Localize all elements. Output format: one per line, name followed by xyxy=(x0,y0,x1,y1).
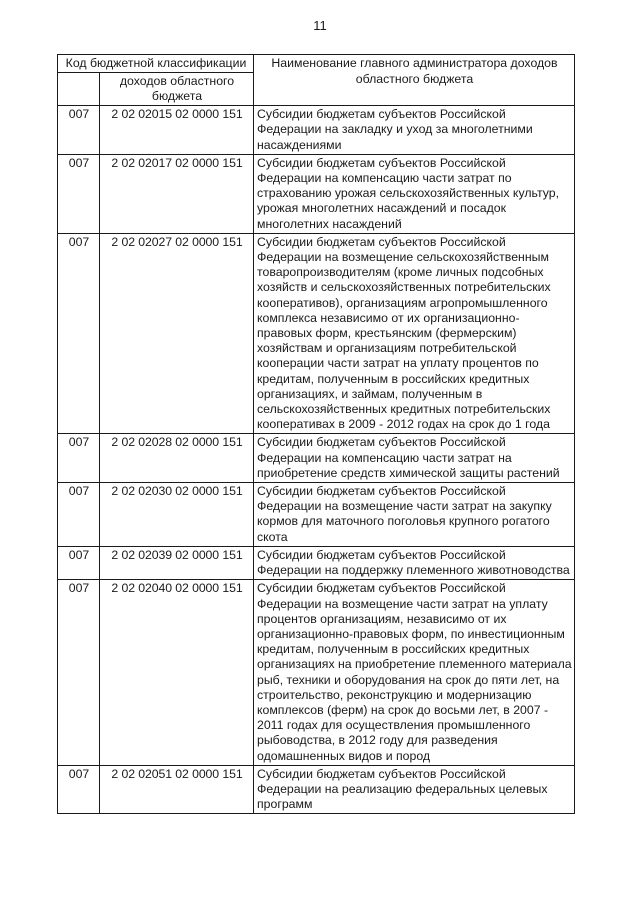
admin-code-cell: 007 xyxy=(58,546,100,579)
income-name-text: Субсидии бюджетам субъектов Российской Федерации на возмещение сельскохозяйственным товаропроизводителям (кроме личных подсобных хозяйств и сельскохозяйственных потребительских кооперативов), организациям агропромышленного комплекса независимо от их организационно-правовых форм, крестьянским (фермерским) хозяйствам и организациям потребительской кооперации части затрат на уплату процентов по кредитам, полученным в российских кредитных организациях, и займам, полученным в сельскохозяйственных кредитных потребительских кооперативах в 2009 - 2012 годах на срок до 1 года xyxy=(257,234,551,432)
table-row xyxy=(58,483,575,547)
table-body xyxy=(58,106,575,814)
header-budget-classification-code: Код бюджетной классификации xyxy=(58,55,254,73)
header-administrator-name: Наименование главного администратора доходов областного бюджета xyxy=(254,55,575,106)
income-name-cell xyxy=(254,580,575,765)
income-code-cell: 2 02 02028 02 0000 151 xyxy=(100,434,254,483)
budget-classification-table xyxy=(57,54,575,814)
income-name-cell xyxy=(254,106,575,155)
header-income-code: доходов областного бюджета xyxy=(100,73,254,106)
income-name-text: Субсидии бюджетам субъектов Российской Федерации на реализацию федеральных целевых программ xyxy=(257,766,548,812)
table-row xyxy=(58,765,575,814)
table-row xyxy=(58,154,575,233)
table-row xyxy=(58,106,575,155)
admin-code-cell: 007 xyxy=(58,154,100,233)
income-name-cell xyxy=(254,546,575,579)
admin-code-cell: 007 xyxy=(58,580,100,765)
income-code-cell: 2 02 02015 02 0000 151 xyxy=(100,106,254,155)
income-name-text: Субсидии бюджетам субъектов Российской Федерации на закладку и уход за многолетними насаждениями xyxy=(257,107,533,152)
table-header-row xyxy=(58,55,575,73)
income-name-cell xyxy=(254,154,575,233)
income-name-text: Субсидии бюджетам субъектов Российской Федерации на компенсацию части затрат по страхованию урожая сельскохозяйственных культур, урожая многолетних насаждений и посадок многолетних насаждений xyxy=(257,155,559,231)
admin-code-cell: 007 xyxy=(58,233,100,434)
income-code-cell: 2 02 02040 02 0000 151 xyxy=(100,580,254,765)
admin-code-cell: 007 xyxy=(58,765,100,814)
income-code-cell: 2 02 02030 02 0000 151 xyxy=(100,483,254,547)
income-name-text: Субсидии бюджетам субъектов Российской Федерации на компенсацию части затрат на приобретение средств химической защиты растений xyxy=(257,435,560,480)
admin-code-cell: 007 xyxy=(58,106,100,155)
admin-code-cell: 007 xyxy=(58,434,100,483)
table-row xyxy=(58,434,575,483)
page-number: 11 xyxy=(313,18,327,33)
table-row xyxy=(58,546,575,579)
income-name-cell xyxy=(254,483,575,547)
income-code-cell: 2 02 02027 02 0000 151 xyxy=(100,233,254,434)
income-name-cell xyxy=(254,765,575,814)
table-row xyxy=(58,233,575,434)
income-name-cell xyxy=(254,233,575,434)
income-name-text: Субсидии бюджетам субъектов Российской Федерации на возмещение части затрат на закупку кормов для маточного поголовья крупного рогатого скота xyxy=(257,484,552,544)
income-code-cell: 2 02 02017 02 0000 151 xyxy=(100,154,254,233)
income-name-text: Субсидии бюджетам субъектов Российской Федерации на поддержку племенного животноводства xyxy=(257,547,570,578)
income-name-cell xyxy=(254,434,575,483)
admin-code-cell: 007 xyxy=(58,483,100,547)
income-name-text: Субсидии бюджетам субъектов Российской Федерации на возмещение части затрат на уплату процентов организациям, независимо от их организационно-правовых форм, по инвестиционным кредитам, полученным в российских кредитных организациях на приобретение племенного материала рыб, техники и оборудования на срок до пяти лет, на строительство, реконструкцию и модернизацию комплексов (ферм) на срок до восьми лет, в 2007 - 2011 годах для осуществления промышленного рыбоводства, в 2012 году для разведения одомашненных видов и пород xyxy=(257,581,572,763)
header-admin-code xyxy=(58,73,100,106)
income-code-cell: 2 02 02039 02 0000 151 xyxy=(100,546,254,579)
table-row xyxy=(58,580,575,765)
income-code-cell: 2 02 02051 02 0000 151 xyxy=(100,765,254,814)
